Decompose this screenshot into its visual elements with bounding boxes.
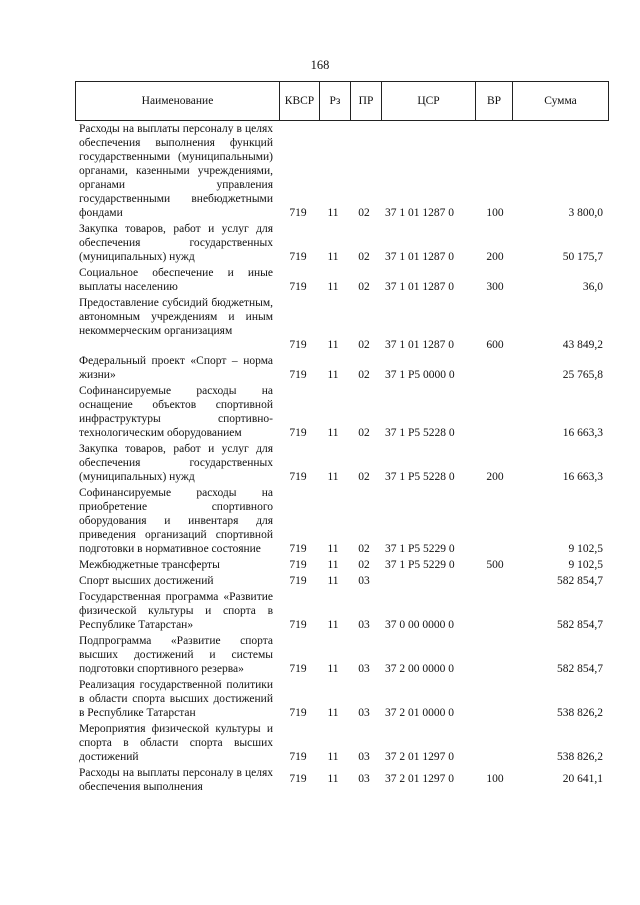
row-sum: 20 641,1 (562, 773, 603, 785)
row-vr: 500 (486, 559, 504, 571)
row-name: Реализация государственной политики в области спорта высших достижений в Республике Татарстан (79, 679, 273, 719)
row-sum: 582 854,7 (557, 575, 603, 587)
row-csr: 37 0 00 0000 0 (385, 619, 454, 631)
row-kvsr: 719 (289, 751, 307, 763)
row-csr: 37 1 01 1287 0 (385, 339, 454, 351)
row-pr: 02 (358, 471, 370, 483)
table-row (0, 590, 640, 634)
row-rz: 11 (327, 471, 339, 483)
row-rz: 11 (327, 543, 339, 555)
table-row (0, 722, 640, 766)
row-kvsr: 719 (289, 281, 307, 293)
table-row (0, 574, 640, 590)
row-sum: 538 826,2 (557, 751, 603, 763)
table-row (0, 384, 640, 442)
row-kvsr: 719 (289, 207, 307, 219)
row-vr: 200 (486, 471, 504, 483)
row-sum: 538 826,2 (557, 707, 603, 719)
row-pr: 02 (358, 543, 370, 555)
row-name: Государственная программа «Развитие физической культуры и спорта в Республике Татарстан» (79, 591, 273, 631)
row-pr: 02 (358, 559, 370, 571)
row-pr: 02 (358, 251, 370, 263)
row-csr: 37 1 01 1287 0 (385, 281, 454, 293)
row-name: Подпрограмма «Развитие спорта высших достижений и системы подготовки спортивного резерва» (79, 635, 273, 675)
table-row (0, 122, 640, 222)
row-kvsr: 719 (289, 339, 307, 351)
row-name: Социальное обеспечение и иные выплаты населению (79, 267, 273, 293)
row-sum: 16 663,3 (562, 427, 603, 439)
row-rz: 11 (327, 619, 339, 631)
row-sum: 36,0 (582, 281, 603, 293)
table-row (0, 558, 640, 574)
row-csr: 37 1 Р5 5228 0 (385, 471, 455, 483)
row-sum: 582 854,7 (557, 619, 603, 631)
budget-table-body (0, 122, 640, 796)
row-pr: 02 (358, 427, 370, 439)
header-csr: ЦСР (382, 82, 476, 120)
row-rz: 11 (327, 339, 339, 351)
table-row (0, 678, 640, 722)
row-name: Софинансируемые расходы на приобретение спортивного оборудования и инвентаря для приведения организаций спортивной подготовки в нормативное состояние (79, 487, 273, 555)
header-vr: ВР (476, 82, 513, 120)
table-row (0, 266, 640, 296)
row-name: Расходы на выплаты персоналу в целях обеспечения выполнения (79, 767, 273, 793)
row-pr: 02 (358, 339, 370, 351)
row-sum: 25 765,8 (562, 369, 603, 381)
row-rz: 11 (327, 207, 339, 219)
row-rz: 11 (327, 751, 339, 763)
row-kvsr: 719 (289, 619, 307, 631)
row-kvsr: 719 (289, 707, 307, 719)
row-pr: 03 (358, 707, 370, 719)
row-pr: 02 (358, 281, 370, 293)
row-name: Закупка товаров, работ и услуг для обеспечения государственных (муниципальных) нужд (79, 443, 273, 483)
row-rz: 11 (327, 663, 339, 675)
row-kvsr: 719 (289, 369, 307, 381)
page-number: 168 (310, 58, 330, 72)
row-kvsr: 719 (289, 427, 307, 439)
header-pr: ПР (351, 82, 382, 120)
table-row (0, 634, 640, 678)
table-row (0, 766, 640, 796)
row-csr: 37 2 01 1297 0 (385, 751, 454, 763)
row-pr: 02 (358, 369, 370, 381)
header-name: Наименование (76, 82, 280, 120)
table-row (0, 486, 640, 558)
row-csr: 37 2 01 1297 0 (385, 773, 454, 785)
row-rz: 11 (327, 251, 339, 263)
row-sum: 9 102,5 (568, 543, 603, 555)
row-kvsr: 719 (289, 543, 307, 555)
row-vr: 200 (486, 251, 504, 263)
row-rz: 11 (327, 575, 339, 587)
row-pr: 03 (358, 773, 370, 785)
row-sum: 50 175,7 (562, 251, 603, 263)
row-csr: 37 2 00 0000 0 (385, 663, 454, 675)
row-name: Расходы на выплаты персоналу в целях обеспечения выполнения функций государственными (муниципальными) органами, казенными учреждениями, органами управления государственными внебюджетными фондами (79, 123, 273, 219)
row-vr: 100 (486, 207, 504, 219)
row-sum: 582 854,7 (557, 663, 603, 675)
row-pr: 03 (358, 751, 370, 763)
row-vr: 100 (486, 773, 504, 785)
row-sum: 43 849,2 (562, 339, 603, 351)
row-name: Спорт высших достижений (79, 575, 214, 587)
row-kvsr: 719 (289, 471, 307, 483)
row-csr: 37 1 01 1287 0 (385, 251, 454, 263)
row-name: Федеральный проект «Спорт – норма жизни» (79, 355, 273, 381)
row-pr: 02 (358, 207, 370, 219)
row-csr: 37 1 Р5 5229 0 (385, 559, 455, 571)
row-pr: 03 (358, 619, 370, 631)
row-rz: 11 (327, 281, 339, 293)
row-rz: 11 (327, 369, 339, 381)
row-rz: 11 (327, 707, 339, 719)
table-row (0, 296, 640, 354)
row-name: Межбюджетные трансферты (79, 559, 220, 571)
table-row (0, 442, 640, 486)
table-row (0, 354, 640, 384)
row-name: Предоставление субсидий бюджетным, автономным учреждениям и иным некоммерческим организациям (79, 297, 273, 337)
row-rz: 11 (327, 427, 339, 439)
row-csr: 37 1 Р5 0000 0 (385, 369, 455, 381)
row-sum: 3 800,0 (568, 207, 603, 219)
row-rz: 11 (327, 773, 339, 785)
row-pr: 03 (358, 575, 370, 587)
row-kvsr: 719 (289, 663, 307, 675)
table-header (75, 81, 609, 121)
row-vr: 300 (486, 281, 504, 293)
row-kvsr: 719 (289, 575, 307, 587)
row-name: Софинансируемые расходы на оснащение объектов спортивной инфраструктуры спортивно-технологическим оборудованием (79, 385, 273, 439)
header-sum: Сумма (544, 95, 577, 107)
row-csr: 37 2 01 0000 0 (385, 707, 454, 719)
row-csr: 37 1 Р5 5229 0 (385, 543, 455, 555)
row-kvsr: 719 (289, 773, 307, 785)
row-rz: 11 (327, 559, 339, 571)
row-sum: 9 102,5 (568, 559, 603, 571)
row-sum: 16 663,3 (562, 471, 603, 483)
header-rz: Рз (320, 82, 351, 120)
row-name: Закупка товаров, работ и услуг для обеспечения государственных (муниципальных) нужд (79, 223, 273, 263)
row-vr: 600 (486, 339, 504, 351)
row-csr: 37 1 01 1287 0 (385, 207, 454, 219)
header-kvsr: КВСР (280, 82, 320, 120)
table-row (0, 222, 640, 266)
row-csr: 37 1 Р5 5228 0 (385, 427, 455, 439)
row-pr: 03 (358, 663, 370, 675)
row-name: Мероприятия физической культуры и спорта в области спорта высших достижений (79, 723, 273, 763)
row-kvsr: 719 (289, 251, 307, 263)
row-kvsr: 719 (289, 559, 307, 571)
